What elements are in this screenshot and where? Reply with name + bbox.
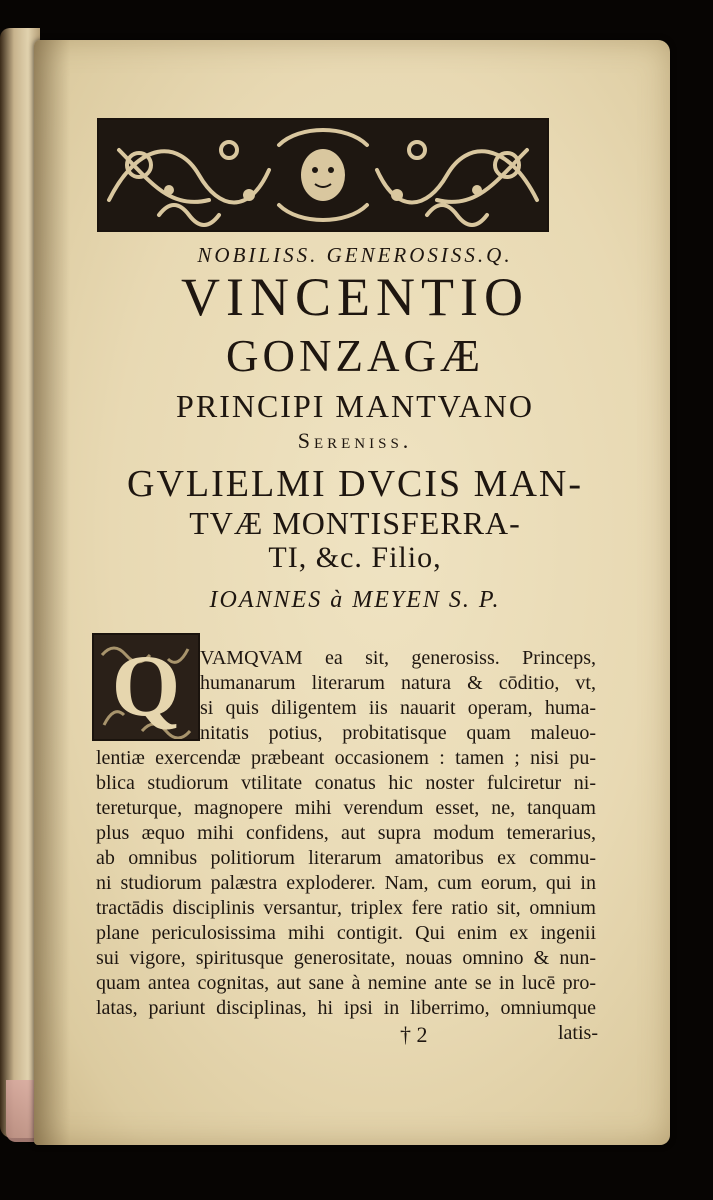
author-line: IOANNES à MEYEN S. P.: [209, 587, 501, 613]
dedicatee-name-line-1: VINCENTIO: [181, 267, 529, 327]
body-text-line: tereturque, magnopere mihi verendum esset, ne, tanquam: [96, 797, 596, 819]
father-line-3: TI, &c. Filio,: [268, 541, 442, 574]
ornamental-headpiece: [97, 118, 549, 232]
body-text-line: ab omnibus politiorum literarum amatoribus ex commu-: [96, 847, 596, 869]
body-text-line: plus æquo mihi confidens, aut supra modum temerarius,: [96, 822, 596, 844]
dedicatee-name-line-2: GONZAGÆ: [226, 331, 484, 381]
body-text-line: lentiæ exercendæ præbeant occasionem : tamen ; nisi pu-: [96, 747, 596, 769]
body-text-line: sui vigore, spiritusque generositate, nouas omnino & nun-: [96, 947, 596, 969]
body-text-line: si quis diligentem iis nauarit operam, huma-: [200, 697, 596, 719]
initial-letter: Q: [111, 638, 181, 735]
catch-word: latis-: [558, 1022, 598, 1044]
body-text-line: blica studiorum vtilitate conatus hic noster fulciretur ni-: [96, 772, 596, 794]
body-text-line: ni studiorum palæstra exploderer. Nam, cum eorum, qui in: [96, 872, 596, 894]
dedication-line: NOBILISS. GENEROSISS.Q.: [197, 243, 513, 267]
signature-mark: † 2: [400, 1022, 428, 1047]
dedicatee-title-line-1: PRINCIPI MANTVANO: [176, 388, 534, 424]
father-line-2: TVÆ MONTISFERRA-: [189, 505, 521, 541]
body-text-line: tractādis disciplinis versantur, triplex fere ratio sit, omnium: [96, 897, 596, 919]
dedicatee-title-line-2: Sereniss.: [297, 428, 413, 453]
body-text-line: plane periculosissima mihi contigit. Qui enim ex ingenii: [96, 922, 596, 944]
decorated-initial: [92, 633, 200, 741]
body-text-line: VAMQVAM ea sit, generosiss. Princeps,: [200, 647, 596, 669]
body-text-line: nitatis potius, probitatisque quam maleuo-: [200, 722, 596, 744]
body-text-line: humanarum literarum natura & cōditio, vt,: [200, 672, 596, 694]
father-line-1: GVLIELMI DVCIS MAN-: [127, 463, 583, 505]
body-text-line: latas, pariunt disciplinas, hi ipsi in liberrimo, omniumque: [96, 997, 596, 1019]
body-text-line: quam antea cognitas, aut sane à nemine ante se in lucē pro-: [96, 972, 596, 994]
